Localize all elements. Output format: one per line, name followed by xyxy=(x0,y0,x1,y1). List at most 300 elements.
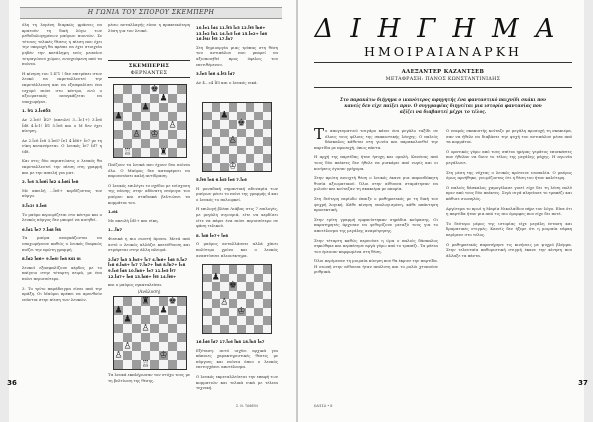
board-square xyxy=(123,315,132,324)
translator-credit: ΜΕΤΑΦΡΑΣΗ: ΠΑΝΟΣ ΚΩΝΣΤΑΝΤΙΝΙΔΗΣ xyxy=(385,77,501,82)
board-square xyxy=(203,163,212,172)
board-square xyxy=(141,360,150,369)
chess-piece: ♟ xyxy=(220,110,229,121)
paragraph: Η αρχή της παρτίδας ήταν ήσυχη και ομαλή. Κανένας από τους δύο παίκτες δεν ήθελε να ρισκάρει από νωρίς και οι κινήσεις έγιναν γρήγορα. xyxy=(314,154,438,171)
paragraph: Το δεύτερο μέρος της ιστορίας είχε μεγάλη ένταση και δραματικές στιγμές. Κανείς δεν ήξερε ότι η μοιραία νάρκη περίμενε στο τέλος. xyxy=(446,220,572,237)
board-square xyxy=(246,129,255,138)
left-column-3-top xyxy=(196,22,278,98)
board-square xyxy=(132,315,141,324)
chess-piece: ♙ xyxy=(168,120,177,130)
board-square xyxy=(203,120,212,129)
chess-piece: ♚ xyxy=(168,296,177,306)
board-square xyxy=(132,324,141,333)
board-square xyxy=(237,282,246,291)
board-square xyxy=(246,316,255,325)
section-title: ΣΚΕΜΠΕΡΗΣ xyxy=(128,63,170,69)
board-square xyxy=(229,112,238,121)
paragraph: Τα λευκά εκπλήρωσαν τον στόχο τους με τη βελτίωση της θέσης. xyxy=(108,372,190,383)
board-square xyxy=(177,112,186,121)
board-square xyxy=(132,94,141,103)
board-square xyxy=(220,154,229,163)
board-square xyxy=(237,103,246,112)
paragraph: Τα μαύρα αναγκάζονται να υποχωρήσουν καθώς ο λευκός διαρκώς πιέζει την πρώτη γραμμή. xyxy=(22,235,102,252)
board-square xyxy=(212,129,221,138)
right-column-1 xyxy=(314,125,438,398)
board-square xyxy=(168,297,177,306)
board-square xyxy=(220,146,229,155)
board-square xyxy=(203,291,212,300)
board-square xyxy=(177,360,186,369)
board-square xyxy=(159,130,168,139)
paragraph: Στην πρώτη ανοιχτή θέση ο λευκός έκανε μια απροσδόκητη θυσία αξιωματικού. Όλοι στην αίθουσα σταμάτησαν να μιλούν και κοίταζαν τη σκακιέρα με απορία. xyxy=(314,175,438,192)
paragraph: Ο μαθηματικός παρατήρησε τις κινήσεις με ψυχρό βλέμμα. Στην τελευταία καθοριστική στιγμή έκανε την κίνηση που άλλαξε τα πάντα. xyxy=(446,241,572,258)
paragraph: Με απειλή Ϊd5+ και νίκη. xyxy=(108,217,159,223)
board-square xyxy=(229,265,238,274)
board-square xyxy=(229,282,238,291)
board-square xyxy=(212,325,221,334)
title-rule-top xyxy=(314,62,572,63)
board-square xyxy=(263,274,272,283)
story-intro: Στο παρακάτω διήγημα ο ικανότερος αφηγητής ένα φανταστικό παιχνίδι σκάκι που κανείς δεν είχε παίξει πριν. Ο συγγραφέας διηγείται μια ιστορία φαντασίας που αξίζει να διαβαστεί μέχρι το τέλος. xyxy=(340,97,546,114)
section-subtitle: ΦΕΡΝΑΝΤΕΣ xyxy=(130,70,168,76)
board-square xyxy=(246,282,255,291)
board-square xyxy=(237,308,246,317)
paragraph: Και στις δύο περιπτώσεις ο λευκός θα εκμεταλλευτεί την πίεση στη γραμμή και με την απειλή για ματ. xyxy=(22,158,102,175)
right-column-2 xyxy=(446,128,572,398)
left-page-header xyxy=(20,7,282,19)
move-notation: 8. Ϊd8 Ϊe7+ Ϊe8 xyxy=(196,232,229,238)
board-square xyxy=(237,146,246,155)
right-footer: ΚΑΙΣΣΑ • 8 xyxy=(314,404,333,408)
move-notation: 16.Ϊd6 Ϊd7 17.Ϊc6 Ϊb8 18.Ϊb5 Ϊa7 xyxy=(196,339,265,344)
board-square xyxy=(123,103,132,112)
left-column-3-bottom xyxy=(196,336,278,396)
board-square xyxy=(168,130,177,139)
board-square xyxy=(114,315,123,324)
board-square xyxy=(203,325,212,334)
paragraph-text: ο απογευματινό τσιγάρο κάνει ένα μεγάλο ταξίδι σε όλους τους φίλους της σκακιστικής λέσχης. Ο παλιός δάσκαλος κάθεται στη γωνία και παρακολουθεί την παρτίδα με προσοχή, όπως πάντα. xyxy=(314,128,438,150)
author-name: ΑΛΕΞΑΝΤΕΡ ΚΑΖΑΝΤΣΕΒ xyxy=(401,69,485,75)
board-square xyxy=(263,265,272,274)
board-square xyxy=(220,265,229,274)
board-square xyxy=(203,316,212,325)
paragraph xyxy=(314,125,438,150)
chess-piece: ♖ xyxy=(123,147,132,157)
board-square xyxy=(168,360,177,369)
board-square xyxy=(123,85,132,94)
board-square xyxy=(150,103,159,112)
paragraph: Αν 4...c4 Ϊf3 και ο λευκός νικά. xyxy=(196,79,258,85)
board-square xyxy=(150,360,159,369)
chess-piece: ♟ xyxy=(159,93,168,103)
board-square xyxy=(159,148,168,157)
board-square xyxy=(212,112,221,121)
board-square xyxy=(123,121,132,130)
board-square xyxy=(203,282,212,291)
board-square xyxy=(168,315,177,324)
board-square xyxy=(132,351,141,360)
board-square xyxy=(220,299,229,308)
board-square xyxy=(123,360,132,369)
board-square xyxy=(220,308,229,317)
board-square xyxy=(114,351,123,360)
board-square xyxy=(220,129,229,138)
board-square xyxy=(254,274,263,283)
paragraph: Φυσικά η πιο σωστή άμυνα. Μετά από αυτό ο λευκός αλλάζει κατεύθυνση και στρέφεται στην άλλη πλευρά. xyxy=(108,235,190,253)
chess-piece: ♚ xyxy=(237,118,246,129)
board-square xyxy=(141,85,150,94)
board-square xyxy=(263,154,272,163)
page-number-right: 37 xyxy=(578,379,588,387)
chess-piece: ♚ xyxy=(228,280,237,291)
board-square xyxy=(237,325,246,334)
left-footer: Σ. Ν. ΤΑΦΕΙΝ xyxy=(236,404,258,408)
chess-piece: ♜ xyxy=(159,147,168,157)
board-square xyxy=(114,139,123,148)
board-square xyxy=(177,351,186,360)
board-square xyxy=(220,163,229,172)
move-notation: 1.d4 xyxy=(108,209,118,215)
board-square xyxy=(150,112,159,121)
section-rule xyxy=(108,77,190,78)
board-square xyxy=(229,325,238,334)
page-edge-left xyxy=(0,0,9,422)
board-square xyxy=(159,94,168,103)
paragraph: όλη τη λυμένη διαρκώς φράσεις να κρατούν τη δική λόγω των μεθοδολογημένων μαύρων πιονιών. Σε τέτοιες τελικές θέσεις η πίεση που έχει την υπεροχή θα πρέπει να έχει στοιχεία μηδέν την κατάληψη ενός μεσαίου τετραγώνου χώρου, ενισχυόμενη από τα πιόνια. xyxy=(22,22,102,67)
board-square xyxy=(168,121,177,130)
board-square xyxy=(203,299,212,308)
board-square xyxy=(220,325,229,334)
board-square xyxy=(203,103,212,112)
page-edge-right xyxy=(584,0,593,422)
left-header-title: Η ΓΩΝΙΑ ΤΟΥ ΣΠΟΡΟΥ ΣΚΕΜΠΕΡΗ xyxy=(87,9,215,16)
board-square xyxy=(254,112,263,121)
board-square xyxy=(177,333,186,342)
board-square xyxy=(177,121,186,130)
board-square xyxy=(150,148,159,157)
board-square xyxy=(150,333,159,342)
board-square xyxy=(212,282,221,291)
paragraph: Όλοι περίμεναν τη μοιραία κίνηση που θα έκρινε την παρτίδα. Η σιωπή στην αίθουσα ήταν απόλυτη και το ρολόι χτυπούσε ρυθμικά. xyxy=(314,258,438,275)
board-square xyxy=(220,137,229,146)
board-square xyxy=(263,129,272,138)
board-square xyxy=(203,308,212,317)
chess-diagram xyxy=(202,264,272,334)
chess-piece: ♙ xyxy=(220,297,229,308)
board-square xyxy=(203,112,212,121)
title-rule-bottom xyxy=(314,87,572,88)
chess-piece: ♟ xyxy=(159,305,168,315)
paragraph: 3. Το τρίτο παράδειγμα είναι από την πράξη. Οι Μαύροι πρέπει να αμυνθούν ενάντια στην πίεση των λευκών. xyxy=(22,285,102,302)
chess-piece: ♜ xyxy=(141,296,150,306)
board-square xyxy=(212,137,221,146)
paragraph: Αν 2.Ϊc6 Ϊe8 3.Ϊe6? Ϊe1 4.Ϊd6+ Ϊe7 με τη νίκη κατανέμεται. Ο λευκός Ϊe7 Ϊd7 η ϊd8. xyxy=(22,137,102,154)
board-square xyxy=(168,351,177,360)
board-square xyxy=(141,112,150,121)
paragraph: Το μαύρο περιορίζεται στο κέντρο και ο λευκός πύργος δεν μπορεί να κινηθεί. xyxy=(22,211,102,223)
board-square xyxy=(246,120,255,129)
paragraph: Ο παλιός δάσκαλος χαμογέλασε γιατί είχε δει τη λύση πολύ πριν από τους δύο παίκτες. Σιγά σιγά πλησίασε το τραπέζι και κάθισε σιωπηλός. xyxy=(446,184,572,201)
board-square xyxy=(177,94,186,103)
story-title: ΔΙΗΓΗΜΑ xyxy=(314,14,572,44)
board-square xyxy=(237,316,246,325)
board-square xyxy=(254,282,263,291)
move-notation: 1. Ιf1 2.Ϊc6δ3 xyxy=(22,108,51,114)
board-square xyxy=(168,139,177,148)
chess-piece: ♔ xyxy=(237,306,246,317)
chess-piece: ♙ xyxy=(141,323,150,333)
board-square xyxy=(246,325,255,334)
chess-piece: ♙ xyxy=(228,135,237,146)
board-square xyxy=(177,306,186,315)
board-square xyxy=(150,130,159,139)
board-square xyxy=(229,137,238,146)
board-square xyxy=(123,94,132,103)
chess-piece: ♟ xyxy=(114,305,123,315)
board-square xyxy=(212,154,221,163)
board-square xyxy=(237,154,246,163)
board-square xyxy=(150,139,159,148)
board-square xyxy=(177,139,186,148)
board-square xyxy=(123,351,132,360)
board-square xyxy=(263,103,272,112)
board-square xyxy=(254,146,263,155)
board-square xyxy=(237,291,246,300)
chess-piece: ♙ xyxy=(123,341,132,351)
board-square xyxy=(141,342,150,351)
section-rule xyxy=(108,60,190,61)
board-square xyxy=(212,146,221,155)
board-square xyxy=(132,130,141,139)
paragraph: Η μοναδική σημαντική αδυναμία των μαύρων μένει το πιόνι της γραμμής d και ο λευκός το πολιορκεί. xyxy=(196,185,278,202)
board-square xyxy=(254,163,263,172)
board-square xyxy=(168,103,177,112)
move-notation: 2. Ϊc6 3.Ϊd6ϊ Ϊd2 4.Ϊd6ϊ Ϊe8 xyxy=(22,179,79,185)
board-square xyxy=(168,324,177,333)
board-square xyxy=(229,291,238,300)
paragraph: λευκοί εξασφαλίζουν κέρδος με το παίγνιο στην τέταρτη σειρά, με ένα πιόνι περισσότερο. xyxy=(22,264,102,281)
board-square xyxy=(237,274,246,283)
board-square xyxy=(132,112,141,121)
board-square xyxy=(177,324,186,333)
board-square xyxy=(254,103,263,112)
board-square xyxy=(212,103,221,112)
chess-piece: ♔ xyxy=(228,161,237,172)
board-square xyxy=(246,299,255,308)
board-square xyxy=(150,315,159,324)
page-number-left: 36 xyxy=(7,379,17,387)
board-square xyxy=(168,333,177,342)
board-square xyxy=(254,299,263,308)
board-square xyxy=(237,120,246,129)
board-square xyxy=(114,94,123,103)
chess-piece: ♔ xyxy=(150,129,159,139)
board-square xyxy=(263,325,272,334)
board-square xyxy=(237,129,246,138)
paragraph: Στη δεύτερη περίοδο έπαιξε ο μαθηματικός με τη δική του ψυχρή λογική. Κάθε κίνηση υπολογισμένη, κάθε απάντηση προσεκτική. xyxy=(314,195,438,213)
board-square xyxy=(159,315,168,324)
board-square xyxy=(203,265,212,274)
paragraph: Ο λευκός εκμεταλλεύεται την επαφή των κομματιών και τελικά νικά με τέλεια τεχνική. xyxy=(196,373,278,391)
board-square xyxy=(159,333,168,342)
board-square xyxy=(177,315,186,324)
board-square xyxy=(229,103,238,112)
move-notation: 2.Ϊd7 Ϊa5 3.Ϊb5+ Ϊc7 4.Ϊb6+ Ϊd8 5.Ϊa7 Ϊc8 6.Ϊa8+ Ϊc7 7.Ϊa7+ Ϊb8 8.Ϊb7+ Ϊc8 9.Ϊc6 Ϊd8 10.Ϊb8+ Ϊe7 11.Ϊe5 Ϊf7 12.Ϊd7+ Ϊe6 13.Ϊd6+ Ϊf5 14.Ϊf6+ xyxy=(108,256,188,279)
board-square xyxy=(246,137,255,146)
board-square xyxy=(246,274,255,283)
board-square xyxy=(220,112,229,121)
board-square xyxy=(263,316,272,325)
board-square xyxy=(254,291,263,300)
board-square xyxy=(254,154,263,163)
chess-piece: ♙ xyxy=(114,350,123,360)
board-square xyxy=(168,148,177,157)
story-subtitle: ΗΜΟΙΡΑΙΑΝΑΡΚΗ xyxy=(364,44,522,59)
board-square xyxy=(220,316,229,325)
paragraph: Εξέταση: αυτό ισχύει αρχικά για κάποιες χαρακτηριστικές θέσεις με πύργους και πιόνια όπου ο λευκός επιτυγχάνει αποτέλεσμα. xyxy=(196,347,278,370)
board-square xyxy=(168,306,177,315)
board-square xyxy=(263,120,272,129)
board-square xyxy=(159,324,168,333)
board-square xyxy=(114,130,123,139)
board-square xyxy=(177,103,186,112)
board-square xyxy=(132,333,141,342)
board-square xyxy=(237,137,246,146)
paragraph: Στη δημιουργία μιας τρύπας στη θέση του αντιπάλου που μπορεί να αξιοποιηθεί προς όφελος του επιτιθέμενου. xyxy=(196,44,278,67)
board-square xyxy=(150,94,159,103)
board-square xyxy=(141,103,150,112)
left-column-2-top xyxy=(108,22,190,62)
board-square xyxy=(229,163,238,172)
board-square xyxy=(123,324,132,333)
board-square xyxy=(177,85,186,94)
board-square xyxy=(254,137,263,146)
board-square xyxy=(220,282,229,291)
board-square xyxy=(263,308,272,317)
board-square xyxy=(177,342,186,351)
diagram-caption: (Ανάλυση) xyxy=(137,290,161,295)
board-square xyxy=(263,146,272,155)
board-square xyxy=(220,274,229,283)
chess-diagram xyxy=(113,84,187,158)
board-square xyxy=(114,121,123,130)
board-square xyxy=(159,306,168,315)
board-square xyxy=(114,324,123,333)
board-square xyxy=(212,308,221,317)
board-square xyxy=(177,130,186,139)
board-square xyxy=(246,308,255,317)
board-square xyxy=(141,306,150,315)
board-square xyxy=(159,121,168,130)
board-square xyxy=(168,85,177,94)
board-square xyxy=(123,148,132,157)
paragraph: μέσω ανταλλαγής είναι η πρακτικότερη λύση για τον λευκό. xyxy=(108,22,190,33)
board-square xyxy=(212,163,221,172)
move-notation: 10.Ϊe1 Ϊd4 11.Ϊf3 Ϊc5 12.Ϊf5 Ϊb6+ 13.Ϊe2 Ϊb1 14.Ϊc5 Ϊc6 15.Ϊe2+ Ϊd6 16.Ϊf4! Ϊf5 17.Ϊb7 xyxy=(196,25,268,42)
paragraph: Με απειλή ...Ϊe8+ κερδίζοντας τον πύργο. xyxy=(22,187,102,199)
board-square xyxy=(237,265,246,274)
chess-piece: ♟ xyxy=(123,314,132,324)
board-square xyxy=(114,148,123,157)
board-square xyxy=(263,299,272,308)
move-notation: 5.Ϊc2! 5.Ϊe8 xyxy=(22,203,47,209)
left-column-2-bottom xyxy=(108,372,190,396)
board-square xyxy=(150,324,159,333)
board-square xyxy=(203,274,212,283)
board-square xyxy=(141,333,150,342)
left-column-3-mid xyxy=(196,174,278,264)
chess-piece: ♙ xyxy=(132,129,141,139)
board-square xyxy=(254,308,263,317)
board-square xyxy=(168,94,177,103)
board-square xyxy=(203,154,212,163)
board-square xyxy=(132,148,141,157)
board-square xyxy=(114,360,123,369)
board-square xyxy=(229,299,238,308)
board-square xyxy=(229,120,238,129)
board-square xyxy=(132,139,141,148)
board-square xyxy=(132,342,141,351)
board-square xyxy=(203,129,212,138)
board-square xyxy=(114,333,123,342)
paragraph: Η επιλογή βλέπε Λιάβας στις 7 επιλογές, με μεγάλη σιγουριά, είτε να κερδίσει είτε να πάρει ένα πιόνι περισσότερο σε φάση τελικού. xyxy=(196,206,278,229)
paragraph: Στην τρίτη γραμμή εμφανίστηκαν σημάδια κούρασης. Οι παρατηρητές άρχισαν να ψιθυρίζουν μεταξύ τους για το αποτέλεσμα της μεγάλης αναμέτρησης. xyxy=(314,216,438,233)
board-square xyxy=(141,324,150,333)
chess-piece: ♔ xyxy=(159,350,168,360)
board-square xyxy=(168,342,177,351)
board-square xyxy=(263,137,272,146)
chess-piece: ♖ xyxy=(141,359,150,369)
move-notation: 1...Ϊb7 xyxy=(108,227,123,233)
board-square xyxy=(132,360,141,369)
paragraph: Η κίνηση του 1.ΙΓ1 ! δεν επιτρέπει στον λευκό να εκμεταλλευτεί την εκμετάλλευση και να εξασφαλίσει ένα ισχυρό πιόνι στο κέντρο, ενώ ο αξιωματικός αναγκάζεται να υποχωρήσει. xyxy=(22,70,102,104)
board-square xyxy=(246,291,255,300)
chess-diagram xyxy=(113,296,187,370)
paragraph: Στη μέση της νύχτας ο λευκός πρότεινε ισοπαλία. Ο μαύρος όμως αρνήθηκε, γνωρίζοντας ότι η θέση του ήταν καλύτερη. xyxy=(446,169,572,181)
board-square xyxy=(132,297,141,306)
spine-gutter xyxy=(296,0,298,422)
chess-piece: ♟ xyxy=(114,111,123,121)
board-square xyxy=(246,265,255,274)
board-square xyxy=(141,130,150,139)
board-square xyxy=(177,148,186,157)
board-square xyxy=(212,120,221,129)
board-square xyxy=(263,291,272,300)
move-notation: 6.Ϊd1 Ϊe7 7.Ϊd8 Ϊf8 xyxy=(22,226,61,232)
paragraph: Παίζουν τα λευκά που έχουν δυο πιόνια όλο. Ο Μαύρος δεν καταφέρνει να παρουσιάσει καλή αντίδραση. xyxy=(108,162,190,179)
chess-piece: ♚ xyxy=(150,84,159,94)
board-square xyxy=(212,291,221,300)
board-square xyxy=(263,282,272,291)
board-square xyxy=(254,129,263,138)
board-square xyxy=(229,308,238,317)
board-square xyxy=(254,265,263,274)
board-square xyxy=(159,360,168,369)
drop-cap: Τ xyxy=(314,125,325,143)
board-square xyxy=(141,148,150,157)
board-square xyxy=(123,130,132,139)
board-square xyxy=(212,316,221,325)
paragraph: Στην τέταρτη καθώς περνούσε η ώρα ο παλιός δάσκαλος σηκώθηκε και περπάτησε αργά γύρω από το τραπέζι. Τα μάτια του έμειναν καρφωμένα στη θέση. xyxy=(314,237,438,254)
left-column-2-mid xyxy=(108,162,190,288)
board-square xyxy=(254,120,263,129)
board-square xyxy=(141,297,150,306)
left-column-1 xyxy=(22,22,102,382)
board-square xyxy=(212,299,221,308)
board-square xyxy=(159,112,168,121)
paragraph: Ο ορατικός γύρω από τους σπίτια ημέρας γεμάτος επισκέπτες που ήθελαν να δουν το τέλος της μεγάλης μάχης. Η αγωνία μεγάλωνε. xyxy=(446,148,572,165)
board-square xyxy=(114,306,123,315)
